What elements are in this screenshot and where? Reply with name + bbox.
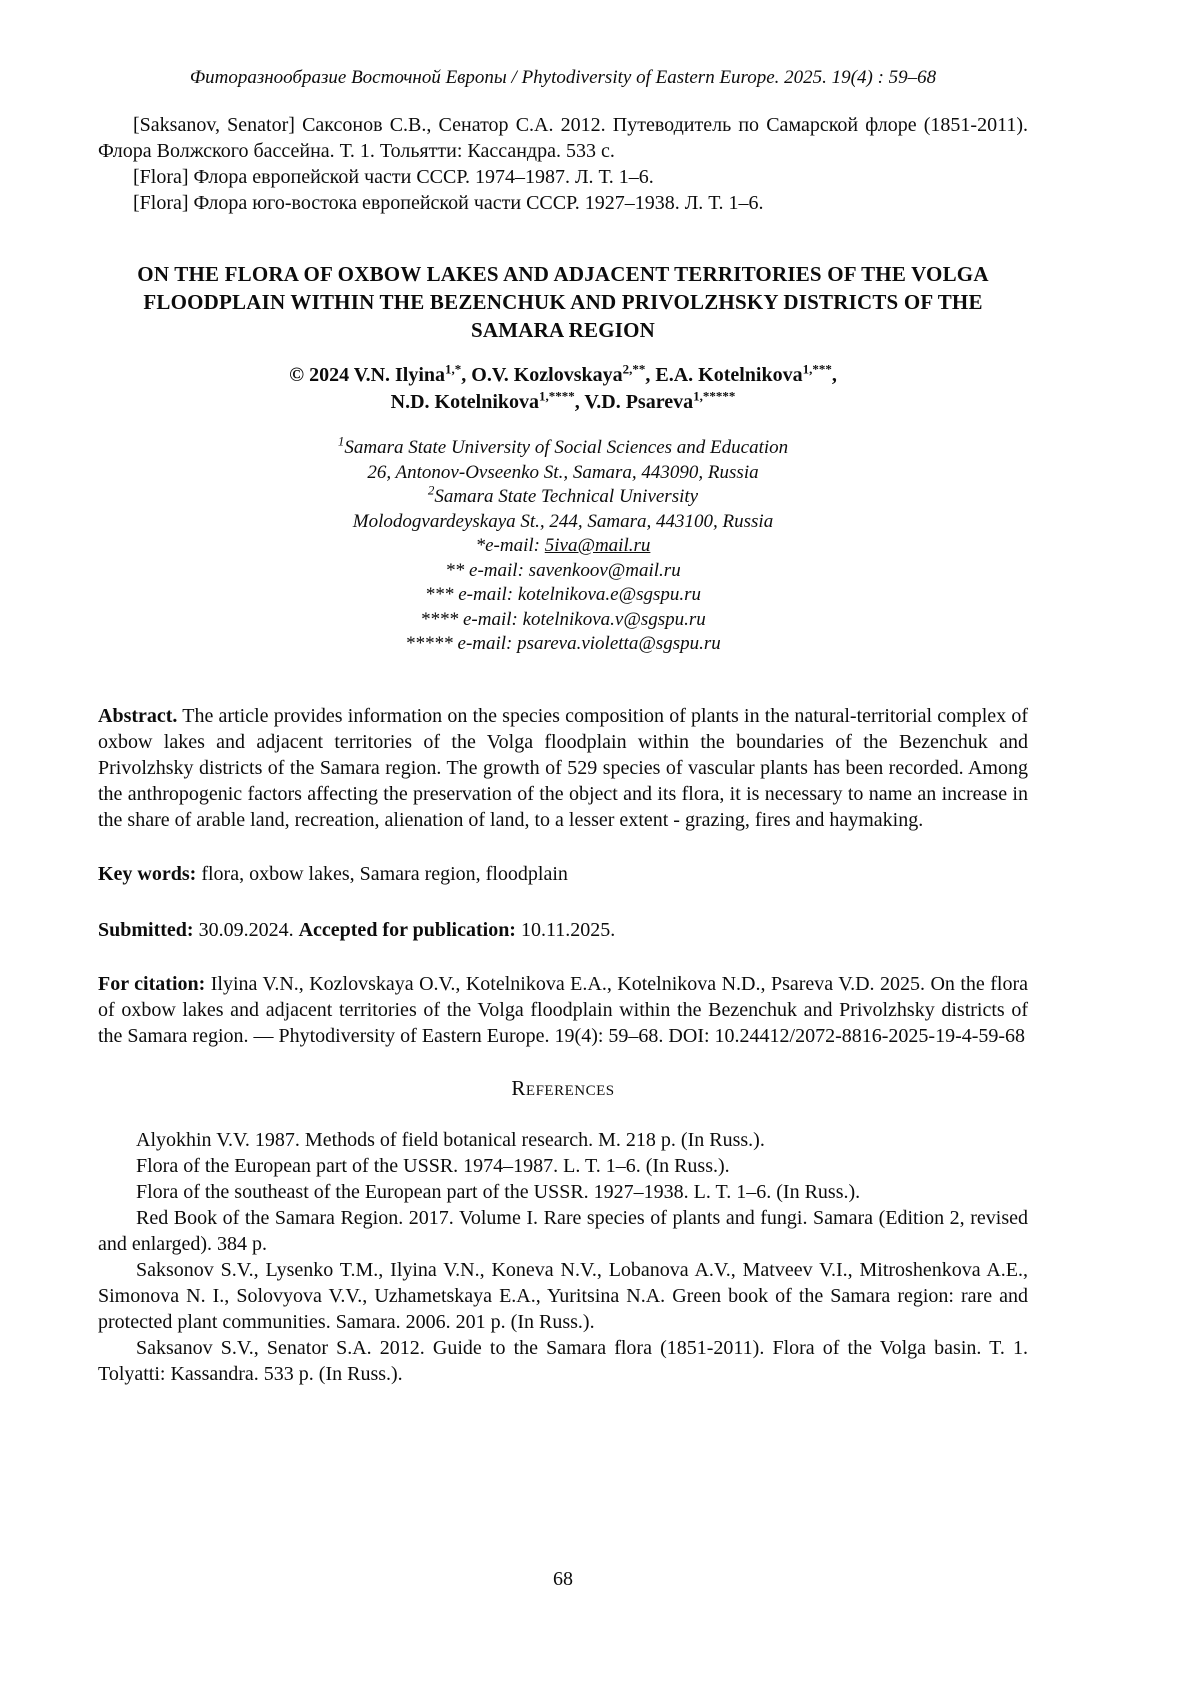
author-affiliation-marker: 1,****: [539, 388, 575, 404]
references-list: [98, 1127, 1028, 1387]
email-label: ** e-mail:: [445, 559, 529, 581]
reference-item: Red Book of the Samara Region. 2017. Volume I. Rare species of plants and fungi. Samara (Edition 2, revised and enlarged). 384 p.: [98, 1206, 1028, 1255]
affiliation-address: Molodogvardeyskaya St., 244, Samara, 443100, Russia: [352, 510, 774, 532]
affiliations-block: [98, 433, 1028, 657]
accepted-date: 10.11.2025.: [520, 918, 616, 941]
email-label: *** e-mail:: [424, 584, 518, 605]
email-line: [98, 534, 1028, 559]
reference-item: Saksanov S.V., Senator S.A. 2012. Guide to the Samara flora (1851-2011). Flora of the Volga basin. T. 1. Tolyatti: Kassandra. 533 p. (In Russ.).: [98, 1336, 1028, 1385]
email-label: *e-mail:: [475, 535, 545, 556]
article-byline: [98, 362, 1028, 416]
affiliation-institution: $^2$Samara State Technical University: [427, 482, 699, 507]
submitted-date: 30.09.2024.: [198, 918, 294, 941]
author-name: V.D. Psareva$^{1,*****}$: [584, 388, 736, 413]
accepted-label: Accepted for publication:: [298, 918, 516, 941]
keywords-label: Key words:: [98, 862, 197, 885]
author-affiliation-marker: 1,*: [445, 361, 462, 377]
page-number: 68: [553, 1568, 573, 1590]
article-title: ON THE FLORA OF OXBOW LAKES AND ADJACENT TERRITORIES OF THE VOLGA FLOODPLAIN WITHIN THE BEZENCHUK AND PRIVOLZHSKY DISTRICTS OF THE SAMARA REGION: [137, 262, 989, 342]
email-line: [98, 559, 1028, 584]
citation-text: Ilyina V.N., Kozlovskaya O.V., Kotelnikova E.A., Kotelnikova N.D., Psareva V.D. 2025. On the flora of oxbow lakes and adjacent territories of the Volga floodplain within the Bezenchuk and Privolzhsky districts of the Samara region. — Phytodiversity of Eastern Europe. 19(4): 59–68. DOI: 10.24412/2072-8816-2025-19-4-59-68: [98, 972, 1028, 1047]
email-line: [98, 632, 1028, 657]
keywords-text: flora, oxbow lakes, Samara region, floodplain: [201, 862, 568, 885]
abstract-label: Abstract.: [98, 704, 178, 727]
citation-label: For citation:: [98, 972, 206, 995]
submitted-line: [98, 917, 1028, 943]
email-link[interactable]: 5iva@mail.ru: [544, 535, 651, 556]
author-affiliation-marker: 1,***: [802, 361, 832, 377]
reference-item: Flora of the southeast of the European part of the USSR. 1927–1938. L. T. 1–6. (In Russ.).: [136, 1180, 861, 1203]
abstract-text: The article provides information on the species composition of plants in the natural-territorial complex of oxbow lakes and adjacent territories of the Volga floodplain within the boundaries of the Bezenchuk and Privolzhsky districts of the Samara region. The growth of 529 species of vascular plants has been recorded. Among the anthropogenic factors affecting the preservation of the object and its flora, it is necessary to name an increase in the share of arable land, recreation, alienation of land, to a lesser extent - grazing, fires and haymaking.: [98, 704, 1028, 831]
email-address: psareva.violetta@sgspu.ru: [517, 633, 721, 654]
author-affiliation-marker: 2,**: [622, 361, 646, 377]
russian-references-block: [98, 112, 1028, 216]
author-name: N.D. Kotelnikova$^{1,****}$,: [390, 388, 585, 413]
affiliation-marker: 1: [337, 433, 345, 449]
reference-item: Flora of the European part of the USSR. 1974–1987. L. T. 1–6. (In Russ.).: [136, 1154, 730, 1177]
abstract: [98, 703, 1028, 833]
affiliation-institution: $^1$Samara State University of Social Sciences and Education: [337, 433, 789, 458]
references-heading: References: [511, 1075, 615, 1100]
russian-reference-item: [Flora] Флора европейской части СССР. 1974–1987. Л. Т. 1–6.: [133, 166, 654, 188]
email-label: ***** e-mail:: [405, 633, 518, 654]
submitted-label: Submitted:: [98, 918, 194, 941]
email-address: kotelnikova.e@sgspu.ru: [517, 584, 702, 605]
email-address: kotelnikova.v@sgspu.ru: [522, 608, 706, 630]
email-address: savenkoov@mail.ru: [528, 559, 681, 581]
author-name: E.A. Kotelnikova$^{1,***}$,: [655, 361, 837, 386]
reference-item: Saksonov S.V., Lysenko T.M., Ilyina V.N., Koneva N.V., Lobanova A.V., Matveev V.I., Mitroshenkova A.E., Simonova N. I., Solovyova V.V., Uzhametskaya E.A., Yuritsina N.A. Green book of the Samara region: rare and protected plant communities. Samara. 2006. 201 p. (In Russ.).: [98, 1258, 1028, 1333]
author-name: O.V. Kozlovskaya$^{2,**}$,: [471, 361, 656, 386]
author-name: V.N. Ilyina$^{1,*}$,: [353, 361, 472, 386]
affiliation-marker: 2: [427, 482, 435, 498]
email-line: [98, 583, 1028, 608]
russian-reference-item: [Flora] Флора юго-востока европейской части СССР. 1927–1938. Л. Т. 1–6.: [133, 192, 764, 214]
russian-reference-item: [Saksanov, Senator] Саксонов С.В., Сенатор С.А. 2012. Путеводитель по Самарской флоре (1851-2011). Флора Волжского бассейна. Т. 1. Тольятти: Кассандра. 533 с.: [98, 114, 1028, 162]
affiliation-address: 26, Antonov-Ovseenko St., Samara, 443090, Russia: [367, 461, 759, 483]
email-line: [98, 608, 1028, 633]
copyright-year: © 2024: [289, 364, 354, 386]
running-head: Фиторазнообразие Восточной Европы / Phytodiversity of Eastern Europe. 2025. 19(4) : 59–68: [189, 67, 937, 88]
email-label: **** e-mail:: [420, 608, 523, 630]
author-affiliation-marker: 1,*****: [693, 388, 736, 404]
reference-item: Alyokhin V.V. 1987. Methods of field botanical research. M. 218 p. (In Russ.).: [136, 1128, 765, 1151]
keywords: [98, 861, 1028, 887]
citation: [98, 971, 1028, 1049]
